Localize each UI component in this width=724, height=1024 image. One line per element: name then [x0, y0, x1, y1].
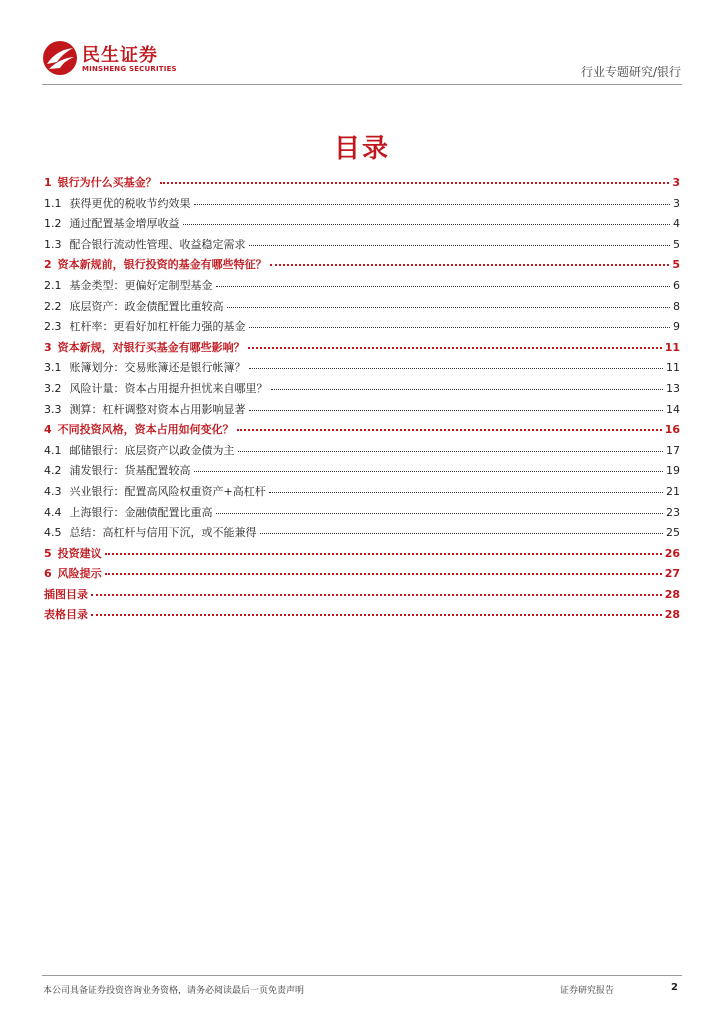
toc-entry[interactable]	[44, 545, 680, 566]
toc-entry-page: 26	[664, 546, 680, 560]
toc-entry-page: 14	[666, 402, 680, 416]
toc-dot-leader	[249, 327, 671, 328]
toc-entry-number: 4	[44, 423, 52, 437]
toc-entry-number: 2.1	[44, 278, 62, 292]
toc-entry-title: 银行为什么买基金？	[57, 176, 157, 189]
toc-entry-number: 4.4	[44, 505, 62, 519]
toc-dot-leader	[269, 492, 663, 493]
toc-entry-page: 11	[666, 361, 680, 375]
toc-entry[interactable]	[44, 195, 680, 216]
toc-entry[interactable]	[44, 277, 680, 298]
footer-doc-type: 证券研究报告	[560, 986, 615, 996]
toc-entry-title: 风险提示	[57, 567, 102, 581]
toc-entry[interactable]	[44, 401, 680, 422]
toc-entry-page: 5	[672, 258, 680, 272]
toc-entry-page: 13	[666, 381, 680, 395]
toc-entry[interactable]	[44, 586, 680, 607]
toc-entry-number: 3.3	[44, 402, 62, 416]
toc-entry-title: 通过配置基金增厚收益	[69, 217, 180, 231]
toc-entry-page: 4	[673, 217, 680, 231]
toc-entry-title: 账簿划分：交易账簿还是银行帐簿？	[69, 361, 246, 375]
toc-entry-title: 配合银行流动性管理、收益稳定需求	[69, 237, 246, 251]
toc-dot-leader	[270, 264, 670, 266]
report-category: 行业专题研究/银行	[580, 65, 681, 79]
toc-entry[interactable]	[44, 606, 680, 627]
toc-entry-page: 25	[666, 526, 680, 540]
toc-dot-leader	[260, 533, 664, 534]
toc-dot-leader	[249, 245, 671, 246]
toc-dot-leader	[238, 451, 664, 452]
toc-entry-title: 不同投资风格，资本占用如何变化？	[57, 423, 234, 437]
header-divider	[42, 84, 682, 85]
toc-entry[interactable]	[44, 339, 680, 360]
toc-dot-leader	[248, 347, 662, 349]
toc-entry-title: 基金类型：更偏好定制型基金	[69, 278, 213, 292]
toc-dot-leader	[237, 429, 662, 431]
logo-name-en: MINSHENG SECURITIES	[82, 65, 177, 73]
toc-entry-page: 21	[666, 484, 680, 498]
toc-entry-page: 17	[666, 443, 680, 457]
toc-dot-leader	[183, 224, 671, 225]
toc-entry[interactable]	[44, 380, 680, 401]
page-header	[0, 0, 724, 90]
toc-entry-page: 6	[673, 278, 680, 292]
toc-entry-title: 风险计量：资本占用提升担忧来自哪里？	[69, 381, 268, 395]
toc-entry-title: 资本新规前，银行投资的基金有哪些特征？	[57, 258, 267, 272]
toc-entry[interactable]	[44, 256, 680, 277]
toc-entry-number: 2	[44, 258, 52, 272]
toc-entry-title: 总结：高杠杆与信用下沉，或不能兼得	[69, 526, 257, 540]
toc-entry-number: 1.2	[44, 217, 62, 231]
toc-entry-title: 上海银行：金融债配置比重高	[69, 505, 213, 519]
toc-entry-title: 投资建议	[57, 546, 102, 560]
toc-entry[interactable]	[44, 174, 680, 195]
toc-dot-leader	[160, 182, 670, 184]
toc-entry-page: 9	[673, 320, 680, 334]
toc-entry-page: 28	[664, 608, 680, 622]
toc-entry-page: 19	[666, 464, 680, 478]
toc-entry[interactable]	[44, 462, 680, 483]
toc-entry-number: 1.1	[44, 196, 62, 210]
toc-entry-title: 浦发银行：货基配置较高	[69, 464, 191, 478]
toc-dot-leader	[227, 307, 671, 308]
toc-entry-number: 3.2	[44, 381, 62, 395]
toc-entry[interactable]	[44, 318, 680, 339]
toc-entry-number: 3.1	[44, 361, 62, 375]
toc-entry-number: 2.3	[44, 320, 62, 334]
toc-entry[interactable]	[44, 359, 680, 380]
toc-entry[interactable]	[44, 215, 680, 236]
toc-entry-page: 3	[673, 196, 680, 210]
toc-entry-page: 28	[664, 587, 680, 601]
toc-dot-leader	[216, 513, 664, 514]
toc-dot-leader	[105, 553, 662, 555]
page-number: 2	[671, 982, 678, 993]
toc-entry-number: 5	[44, 546, 52, 560]
toc-entry-title: 表格目录	[44, 608, 88, 622]
toc-entry[interactable]	[44, 504, 680, 525]
toc-entry-page: 3	[672, 176, 680, 189]
toc-entry[interactable]	[44, 524, 680, 545]
toc-dot-leader	[91, 594, 662, 596]
toc-entry-page: 5	[673, 237, 680, 251]
toc-dot-leader	[249, 368, 664, 369]
toc-entry-number: 4.3	[44, 484, 62, 498]
toc-entry-title: 杠杆率：更看好加杠杆能力强的基金	[69, 320, 246, 334]
toc-entry-number: 6	[44, 567, 52, 581]
toc-entry[interactable]	[44, 298, 680, 319]
toc-dot-leader	[91, 614, 662, 616]
toc-entry-number: 1.3	[44, 237, 62, 251]
toc-entry-title: 获得更优的税收节约效果	[69, 196, 191, 210]
toc-dot-leader	[216, 286, 671, 287]
toc-dot-leader	[194, 471, 664, 472]
toc-entry[interactable]	[44, 442, 680, 463]
toc-entry-number: 4.1	[44, 443, 62, 457]
toc-entry-title: 资本新规，对银行买基金有哪些影响？	[57, 340, 245, 354]
toc-entry-number: 4.5	[44, 526, 62, 540]
toc-entry[interactable]	[44, 421, 680, 442]
company-logo	[42, 40, 182, 78]
toc-entry-page: 27	[664, 567, 680, 581]
footer-divider	[42, 975, 682, 976]
table-of-contents	[44, 174, 680, 627]
toc-entry-title: 邮储银行：底层资产以政金债为主	[69, 443, 235, 457]
toc-title: 目录	[333, 134, 390, 164]
toc-entry-title: 测算：杠杆调整对资本占用影响显著	[69, 402, 246, 416]
toc-entry-number: 4.2	[44, 464, 62, 478]
toc-entry-page: 16	[664, 423, 680, 437]
footer-disclaimer: 本公司具备证券投资咨询业务资格，请务必阅读最后一页免责声明	[43, 986, 305, 996]
toc-dot-leader	[249, 410, 664, 411]
toc-dot-leader	[194, 204, 671, 205]
toc-dot-leader	[271, 389, 664, 390]
toc-entry-number: 2.2	[44, 299, 62, 313]
toc-entry-number: 3	[44, 340, 52, 354]
toc-entry-page: 8	[673, 299, 680, 313]
toc-entry[interactable]	[44, 236, 680, 257]
toc-entry-number: 1	[44, 176, 52, 189]
toc-dot-leader	[105, 573, 662, 575]
toc-entry[interactable]	[44, 565, 680, 586]
toc-entry-title: 底层资产：政金债配置比重较高	[69, 299, 224, 313]
toc-entry-page: 23	[666, 505, 680, 519]
logo-name-cn: 民生证券	[82, 45, 158, 66]
toc-entry-title: 兴业银行：配置高风险权重资产+高杠杆	[69, 484, 266, 498]
toc-entry-page: 11	[664, 340, 680, 354]
toc-entry-title: 插图目录	[44, 587, 88, 601]
minsheng-logo-icon	[42, 40, 78, 76]
toc-entry[interactable]	[44, 483, 680, 504]
